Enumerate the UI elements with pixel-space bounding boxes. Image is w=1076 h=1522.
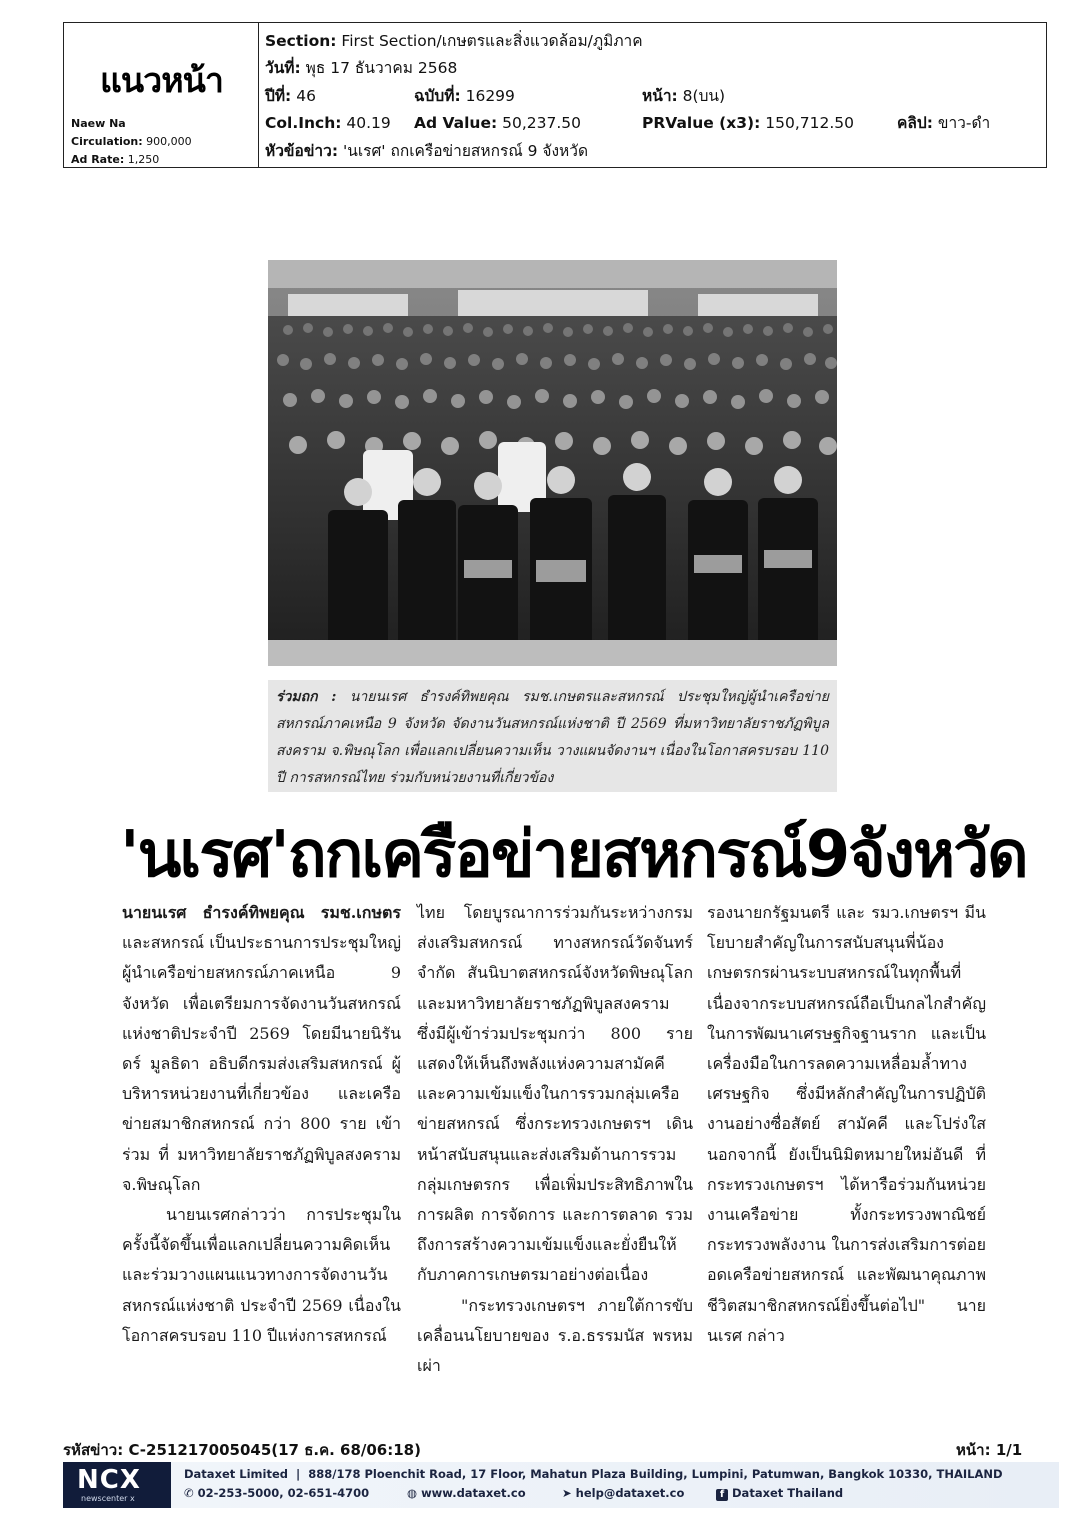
- paragraph: ไทย โดยบูรณาการร่วมกันระหว่างกรมส่งเสริมสหกรณ์ ทางสหกรณ์วัดจันทร์ จำกัด สันนิบาตสหกรณ์จังหวัดพิษณุโลก และมหาวิทยาลัยราชภัฏพิบูลสงคราม ซึ่งมีผู้เข้าร่วมประชุมกว่า 800 ราย แสดงให้เห็นถึงพลังแห่งความสามัคคี และความเข้มแข็งในการรวมกลุ่มเครือข่ายสหกรณ์ ซึ่งกระทรวงเกษตรฯ เดินหน้าสนับสนุนและส่งเสริมด้านการรวมกลุ่มเกษตรกร เพื่อเพิ่มประสิทธิภาพในการผลิต การจัดการ และการตลาด รวมถึงการสร้างความเข้มแข็งและยั่งยืนให้กับภาคการเกษตรมาอย่างต่อเนื่อง: [417, 903, 693, 1285]
- article-column-2: [417, 898, 693, 1381]
- facebook-link[interactable]: f Dataxet Thailand: [716, 1486, 843, 1501]
- article-column-1: [122, 898, 401, 1351]
- photo-caption: [268, 680, 837, 792]
- phone-icon: ✆: [184, 1486, 194, 1500]
- section-line: Section: First Section/เกษตรและสิ่งแวดล้อม/ภูมิภาค: [265, 32, 643, 50]
- clipping-header: [63, 22, 1047, 168]
- topic-line: หัวข้อข่าว: 'นเรศ' ถกเครือข่ายสหกรณ์ 9 จังหวัด: [265, 142, 589, 160]
- ad-rate: Ad Rate: 1,250: [71, 153, 160, 166]
- ncx-logo: NCX newscenter x: [63, 1462, 171, 1508]
- paragraph: นายนเรศ ธำรงค์ทิพยคุณ รมช.เกษตร และสหกรณ์ เป็นประธานการประชุมใหญ่ผู้นำเครือข่ายสหกรณ์ภาคเหนือ 9 จังหวัด เพื่อเตรียมการจัดงานวันสหกรณ์แห่งชาติประจำปี 2569 โดยมีนายนิรันดร์ มูลธิดา อธิบดีกรมส่งเสริมสหกรณ์ ผู้บริหารหน่วยงานที่เกี่ยวข้อง และเครือข่ายสมาชิกสหกรณ์ กว่า 800 ราย เข้าร่วม ที่ มหาวิทยาลัยราชภัฏพิบูลสงคราม จ.พิษณุโลก: [122, 903, 401, 1194]
- year-field: ปีที่: 46: [265, 87, 316, 105]
- send-icon: ➤: [562, 1486, 572, 1500]
- issue-field: ฉบับที่: 16299: [414, 87, 515, 105]
- paper-name: Naew Na: [71, 117, 126, 130]
- caption-lead: ร่วมถก :: [276, 689, 337, 705]
- article-column-3: [707, 898, 986, 1351]
- paper-info-panel: [64, 23, 259, 167]
- newspaper-logo: แนวหน้า: [100, 61, 223, 101]
- company-line: Dataxet Limited | 888/178 Ploenchit Road, 17 Floor, Mahatun Plaza Building, Lumpini, Patumwan, Bangkok 10330, THAILAND: [184, 1467, 1003, 1481]
- caption-text: นายนเรศ ธำรงค์ทิพยคุณ รมช.เกษตรและสหกรณ์ ประชุมใหญ่ผู้นำเครือข่ายสหกรณ์ภาคเหนือ 9 จังหวัด จัดงานวันสหกรณ์แห่งชาติ ปี 2569 ที่มหาวิทยาลัยราชภัฏพิบูลสงคราม จ.พิษณุโลก เพื่อแลกเปลี่ยนความเห็น วางแผนจัดงานฯ เนื่องในโอกาสครบรอบ 110 ปี การสหกรณ์ไทย ร่วมกับหน่วยงานที่เกี่ยวข้อง: [276, 689, 829, 786]
- paragraph: รองนายกรัฐมนตรี และ รมว.เกษตรฯ มีนโยบายสำคัญในการสนับสนุนพี่น้องเกษตรกรผ่านระบบสหกรณ์ในทุกพื้นที่ เนื่องจากระบบสหกรณ์ถือเป็นกลไกสำคัญในการพัฒนาเศรษฐกิจฐานราก และเป็นเครื่องมือในการลดความเหลื่อมล้ำทางเศรษฐกิจ ซึ่งมีหลักสำคัญในการปฏิบัติงานอย่างซื่อสัตย์ สามัคคี และโปร่งใส นอกจากนี้ ยังเป็นนิมิตหมายใหม่อันดี ที่กระทรวงเกษตรฯ ได้หารือร่วมกันหน่วยงานเครือข่าย ทั้งกระทรวงพาณิชย์ กระทรวงพลังงาน ในการส่งเสริมการต่อยอดเครือข่ายสหกรณ์ และพัฒนาคุณภาพชีวิตสมาชิกสหกรณ์ยิ่งขึ้นต่อไป" นายนเรศ กล่าว: [707, 903, 986, 1345]
- phone-contact: ✆ 02-253-5000, 02-651-4700: [184, 1486, 370, 1500]
- paragraph: นายนเรศกล่าวว่า การประชุมในครั้งนี้จัดขึ้นเพื่อแลกเปลี่ยนความคิดเห็นและร่วมวางแผนแนวทางการจัดงานวันสหกรณ์แห่งชาติ ประจำปี 2569 เนื่องในโอกาสครบรอบ 110 ปีแห่งการสหกรณ์: [122, 1205, 401, 1345]
- colinch-field: Col.Inch: 40.19: [265, 114, 391, 132]
- clip-field: คลิป: ขาว-ดำ: [897, 114, 991, 132]
- date-line: วันที่: พุธ 17 ธันวาคม 2568: [265, 59, 458, 77]
- group-photo-illustration: [268, 260, 837, 666]
- web-link[interactable]: ◍ www.dataxet.co: [407, 1486, 526, 1500]
- news-code: รหัสข่าว: C-251217005045(17 ธ.ค. 68/06:18): [63, 1441, 421, 1459]
- advalue-field: Ad Value: 50,237.50: [414, 114, 581, 132]
- email-link[interactable]: ➤ help@dataxet.co: [562, 1486, 685, 1500]
- prvalue-field: PRValue (x3): 150,712.50: [642, 114, 854, 132]
- page-number: หน้า: 1/1: [956, 1441, 1023, 1459]
- headline: 'นเรศ'ถกเครือข่ายสหกรณ์9จังหวัด: [120, 818, 1027, 892]
- news-photo: [268, 260, 837, 666]
- globe-icon: ◍: [407, 1486, 418, 1500]
- facebook-icon: f: [716, 1489, 728, 1501]
- byline-lead: นายนเรศ ธำรงค์ทิพยคุณ รมช.เกษตร: [122, 903, 401, 922]
- circulation: Circulation: 900,000: [71, 135, 192, 148]
- page-field: หน้า: 8(บน): [642, 87, 726, 105]
- paragraph: "กระทรวงเกษตรฯ ภายใต้การขับเคลื่อนนโยบายของ ร.อ.ธรรมนัส พรหมเผ่า: [417, 1295, 693, 1376]
